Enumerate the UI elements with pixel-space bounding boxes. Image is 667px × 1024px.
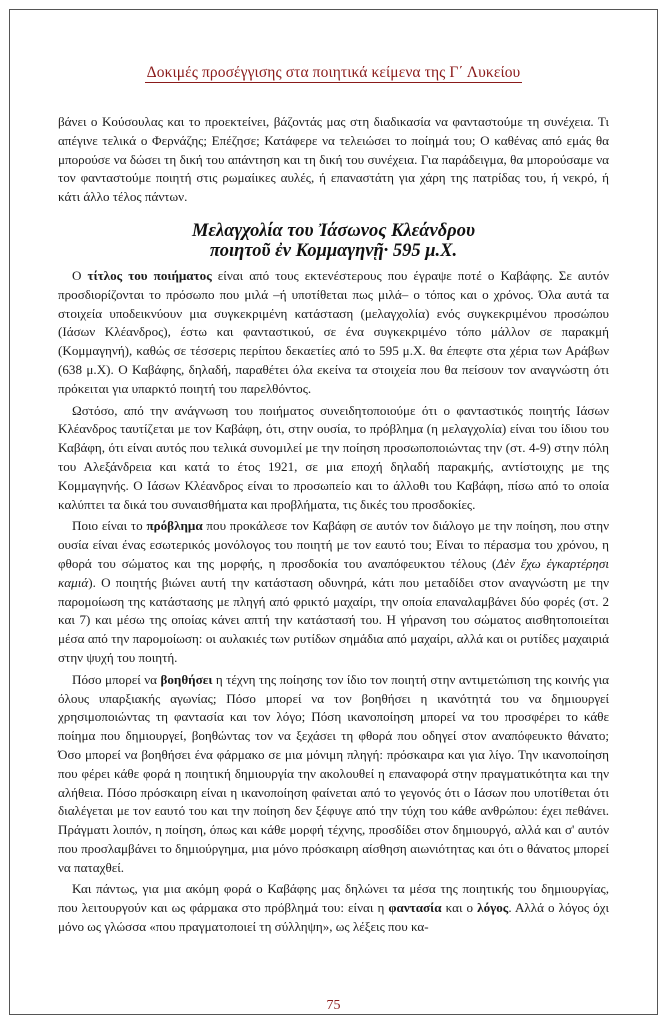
poem-title-line-2: ποιητοῦ ἐν Κομμαγηνῇ· 595 μ.Χ. (209, 240, 458, 261)
poem-title-line-1: Μελαγχολία του Ἰάσωνος Κλεάνδρου (191, 220, 476, 241)
italic-quote: Δὲν ἔχω ἐγκαρτέρησι καμιά (58, 555, 609, 590)
text-run: που προκάλεσε τον Καβάφη σε αυτόν τον διάλογο με την ποίηση, που στην ουσία είναι ένας εσωτερικός μονόλογος του ποιητή με τον εαυτό του; Είναι το πέρασμα του χρόνου, η φθορά του σώματος και της μορφής, η προσδοκία του αναπόφευκτου τέλους ( (58, 518, 609, 571)
paragraph-means (58, 880, 609, 936)
intro-paragraph: βάνει ο Κούσουλας και το προεκτείνει, βάζοντάς μας στη διαδικασία να φανταστούμε τη συνέχεια. Τι απέγινε τελικά ο Φερνάζης; Επέζησε; Κατάφερε να τελειώσει το ποίημά του; Ο καθένας από εμάς θα μπορούσε να δώσει τη δική του απάντηση και τη δική του συνέχεια. Για παράδειγμα, θα μπορούσαμε να τον φανταστούμε ποιητή στις ρωμαίικες αυλές, ή επαναστάτη για χάρη της πατρίδας του, ή νεκρό, ή κάτι άλλο τέλος πάντων. (58, 114, 609, 205)
paragraph-help (58, 671, 609, 878)
text-run: . Αλλά ο λόγος όχι μόνο ως γλώσσα «που πραγματοποιεί τη σύλληψη», ως λέξεις που κα- (58, 900, 610, 935)
text-run: Ο (72, 267, 88, 283)
running-header (0, 64, 667, 82)
bold-term: τίτλος του ποιήματος (87, 267, 212, 283)
bold-term: πρόβλημα (146, 518, 203, 534)
text-run: ). Ο ποιητής βιώνει αυτή την κατάσταση οδυνηρά, κάτι που μεταδίδει στον αναγνώστη με την παρομοίωση της κατάστασης με πληγή από φρικτό μαχαίρι, την οποία επαναλαμβάνει δύο φορές (στ. 2 και 7) και μέσω της οποίας κάνει απτή την κατάστασή του. Η γήρανση του σώματος αισθητοποιείται μέσα από την παρομοίωση: οι αυλακιές των ρυτίδων σημάδια από μαχαίρι, αλλά και οι ρυτίδες μαχαιριά στην ψυχή του ποιητή. (58, 574, 609, 665)
text-run: είναι από τους εκτενέστερους που έγραψε ποτέ ο Καβάφης. Σε αυτόν προσδιορίζονται το πρόσωπο που μιλά –ή υποτίθεται πως μιλά– ο τόπος και ο χρόνος. Όλα αυτά τα στοιχεία υποδεικνύουν μια συγκεκριμένη κατάσταση (μελαγχολία) ενός συγκεκριμένου προσώπου (Ιάσων Κλέανδρος), έστω και φανταστικού, σε ένα συγκεκριμένο τόπο μάλλον σε παρακμή (Κομμαγηνή), καθώς σε τέσσερις περίπου δεκαετίες από το 595 μ.Χ. θα έπεφτε στα χέρια των Αράβων (638 μ.Χ). Ο Καβάφης, δηλαδή, παραθέτει όλα εκείνα τα στοιχεία που θα πείσουν τον αναγνώστη ότι πρόκειται για υπαρκτό ποιητή του παρελθόντος. (58, 267, 609, 396)
text-run: Ποιο είναι το (72, 518, 147, 534)
page-number: 75 (326, 998, 341, 1013)
bold-term: λόγος (477, 900, 509, 916)
text-run: Πόσο μπορεί να (72, 671, 161, 687)
bold-term: βοηθήσει (160, 671, 213, 687)
text-run: Και πάντως, για μια ακόμη φορά ο Καβάφης μας δηλώνει τα μέσα της ποιητικής του δημιουργίας, που λειτουργούν και ως φάρμακα στο πρόβλημά του: είναι η (58, 881, 609, 916)
paragraph-title-analysis (58, 267, 609, 399)
text-run: και ο (441, 900, 478, 916)
bold-term: φαντασία (388, 900, 442, 916)
text-run: η τέχνη της ποίησης τον ίδιο τον ποιητή στην αντιμετώπιση της κοινής για όλους υπαρξιακής αγωνίας; Πόσο μπορεί να τον βοηθήσει η ικανότητά του να δημιουργεί χρησιμοποιώντας τη φαντασία και τον λόγο; Πόση ικανοποίηση μπορεί να του προσφέρει το κάθε ποίημα που δημιουργεί, βοηθώντας τον να ξεχάσει τη φθορά που οδηγεί στον αναπόφευκτο θάνατο; Όσο μπορεί να βοηθήσει ένα φάρμακο σε μια μόνιμη πληγή: πρόσκαιρα και για λίγο. Την ικανοποίηση που φέρει κάθε φορά η ποιητική δημιουργία την ακολουθεί η επαναφορά στην πραγματικότητα και την αλήθεια. Πόσο πρόσκαιρη είναι η ικανοποίηση φαίνεται από το γεγονός ότι ο Ιάσων που υποτίθεται ότι διαλέγεται με τον εαυτό του και την ποίηση δεν ξέφυγε από την τύχη του κάθε ανθρώπου: έχει πεθάνει. Πράγματι λοιπόν, η ποίηση, όπως και κάθε μορφή τέχνης, προσδίδει στον δημιουργό, αλλά και σ' αυτόν που προσλαμβάνει το δημιούργημα, μια μόνο πρόσκαιρη αίσθηση αιωνιότητας και ότι ο θάνατος μπορεί να παταχθεί. (58, 671, 609, 875)
running-header-title: Δοκιμές προσέγγισης στα ποιητικά κείμενα της Γ΄ Λυκείου (146, 64, 521, 81)
paragraph-identification: Ωστόσο, από την ανάγνωση του ποιήματος συνειδητοποιούμε ότι ο φανταστικός ποιητής Ιάσων Κλέανδρος ταυτίζεται με τον Καβάφη, ότι, στην ουσία, το πρόβλημα (η μελαγχολία) είναι του ίδιου του Καβάφη, ότι είναι αυτός που τελικά συνομιλεί με την ποίηση προσωποποιώντας την (στ. 4-9) στην πόλη του Αλεξάνδρεια και κατά το έτος 1921, σε μια εποχή δηλαδή παρακμής, αντίστοιχης με της Κομμαγηνής. Ο Ιάσων Κλέανδρος είναι το προσωπείο και το άλλοθι του Καβάφη, πίσω από το οποία καλύπτει τα δικά του συναισθήματα και προβλήματα, τις δικές του προσδοκίες. (58, 402, 609, 512)
page-content (58, 113, 609, 937)
poem-title (58, 221, 609, 261)
paragraph-problem (58, 517, 609, 667)
